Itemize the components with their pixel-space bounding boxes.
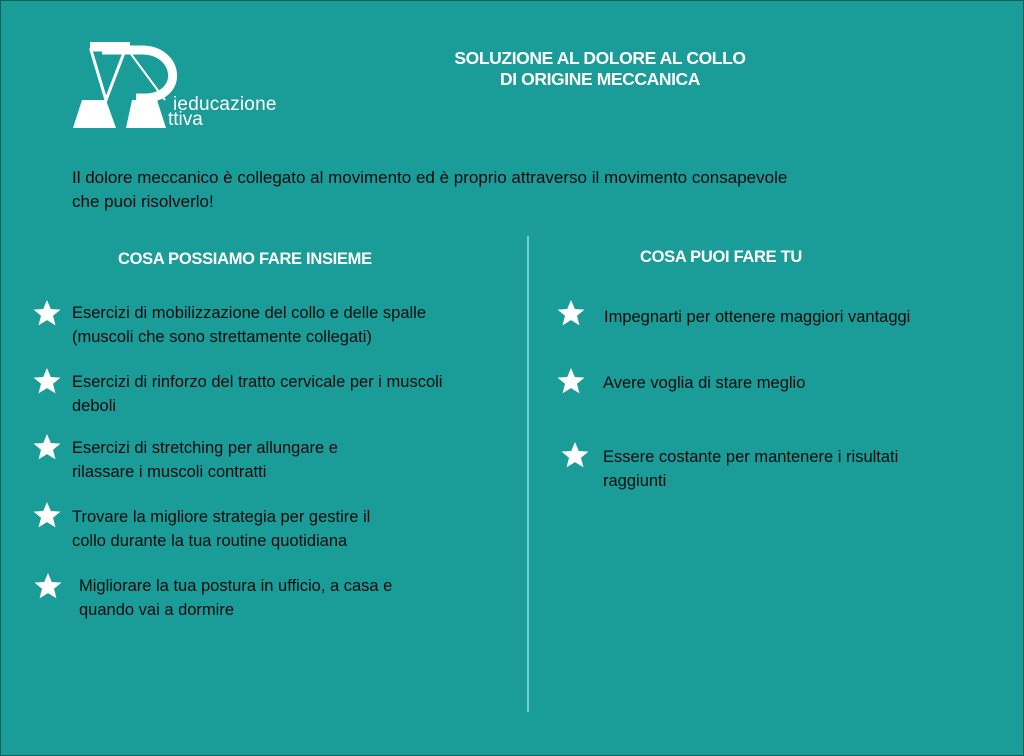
star-icon	[556, 298, 586, 328]
intro-line1: Il dolore meccanico è collegato al movimento ed è proprio attraverso il movimento consapevole	[72, 168, 788, 187]
logo-text-line1: ieducazione	[173, 94, 277, 115]
star-icon	[33, 571, 63, 601]
star-icon	[32, 366, 62, 396]
item-line2: (muscoli che sono strettamente collegati)	[72, 328, 372, 346]
item-line2: rilassare i muscoli contratti	[72, 463, 267, 481]
item-line1: Migliorare la tua postura in ufficio, a casa e	[79, 577, 393, 595]
item-line1: Esercizi di mobilizzazione del collo e delle spalle	[72, 304, 427, 322]
brand-logo	[70, 38, 300, 133]
column-divider	[527, 236, 529, 712]
star-icon	[32, 500, 62, 530]
item-line2: raggiunti	[603, 472, 667, 490]
star-icon	[32, 298, 62, 328]
left-column-heading: COSA POSSIAMO FARE INSIEME	[118, 250, 372, 268]
star-icon	[556, 366, 586, 396]
star-icon	[560, 440, 590, 470]
item-line1: Avere voglia di stare meglio	[603, 374, 806, 392]
item-line1: Esercizi di rinforzo del tratto cervicale per i muscoli	[72, 373, 443, 391]
right-column-heading: COSA PUOI FARE TU	[640, 248, 803, 266]
item-line1: Impegnarti per ottenere maggiori vantaggi	[604, 308, 911, 326]
item-line1: Esercizi di stretching per allungare e	[72, 439, 338, 457]
logo-text-line2: ttiva	[168, 109, 203, 130]
item-line1: Trovare la migliore strategia per gestire il	[72, 508, 371, 526]
page-title	[400, 48, 800, 90]
item-line2: collo durante la tua routine quotidiana	[72, 532, 348, 550]
star-icon	[32, 432, 62, 462]
item-line2: deboli	[72, 397, 117, 415]
intro-text	[72, 166, 952, 214]
item-line2: quando vai a dormire	[79, 601, 235, 619]
title-line2: DI ORIGINE MECCANICA	[499, 69, 701, 89]
intro-line2: che puoi risolverlo!	[72, 192, 214, 211]
item-line1: Essere costante per mantenere i risultati	[603, 448, 899, 466]
title-line1: SOLUZIONE AL DOLORE AL COLLO	[454, 48, 746, 68]
